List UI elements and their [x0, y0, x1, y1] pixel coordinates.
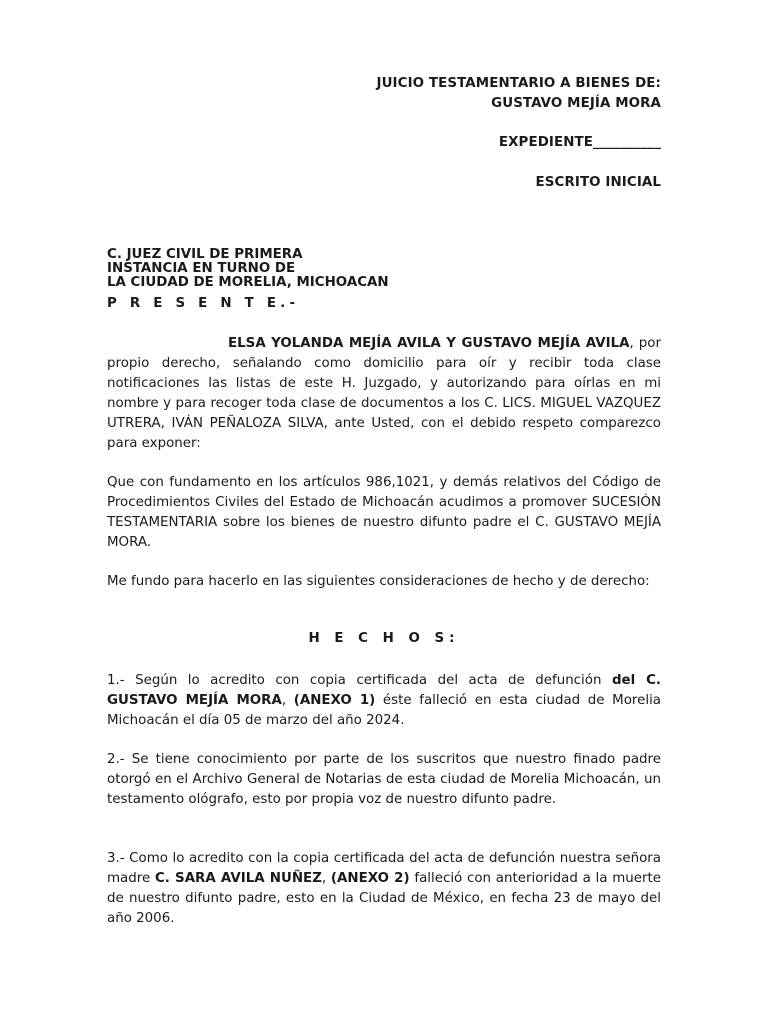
hecho-1-text: 1.- Según lo acredito con copia certificada del acta de defunción: [107, 673, 612, 688]
addressee-line1: C. JUEZ CIVIL DE PRIMERA: [107, 247, 303, 262]
paragraph-legal-basis: Que con fundamento en los artículos 986,1021, y demás relativos del Código de Procedimientos Civiles del Estado de Michoacán acudimos a promover SUCESIÓN TESTAMENTARIA sobre los bienes de nuestro difunto padre el C. GUSTAVO MEJÍA MORA.: [107, 475, 661, 550]
case-title: [377, 74, 662, 114]
presente: P R E S E N T E.-: [107, 296, 300, 311]
hechos-heading: H E C H O S:: [308, 631, 460, 646]
case-title-line2: GUSTAVO MEJÍA MORA: [491, 96, 661, 111]
paragraph-appearance: [107, 334, 661, 454]
hecho-3-sep: ,: [321, 871, 331, 886]
hecho-3-text: 3.- Como lo acredito con la copia certificada del acta de defunción nuestra señora madre: [107, 851, 661, 886]
hecho-1: [107, 671, 661, 731]
hecho-3-annex: (ANEXO 2): [330, 871, 410, 886]
escrito-inicial: ESCRITO INICIAL: [535, 175, 661, 190]
petitioner-names: ELSA YOLANDA MEJÍA AVILA Y GUSTAVO MEJÍA AVILA: [228, 336, 630, 351]
paragraph-considerations: Me fundo para hacerlo en las siguientes consideraciones de hecho y de derecho:: [107, 574, 650, 589]
hecho-1-rest: éste falleció en esta ciudad de Morelia Michoacán el día 05 de marzo del año 2024.: [107, 693, 662, 728]
hecho-3-rest: falleció con anterioridad a la muerte de nuestro difunto padre, esto en la Ciudad de México, en fecha 23 de mayo del año 2006.: [107, 871, 661, 926]
hecho-3-mother: C. SARA AVILA NUÑEZ: [154, 871, 322, 886]
hecho-1-annex: (ANEXO 1): [293, 693, 376, 708]
addressee-block: [107, 248, 389, 290]
hecho-1-sep: ,: [281, 693, 294, 708]
expediente-line: EXPEDIENTE__________: [498, 135, 661, 150]
paragraph-appearance-text: , por propio derecho, señalando como domicilio para oír y recibir toda clase notificaciones las listas de este H. Juzgado, y autorizando para oírlas en mi nombre y para recoger toda clase de documentos a los C. LICS. MIGUEL VAZQUEZ UTRERA, IVÁN PEÑALOZA SILVA, ante Usted, con el debido respeto comparezco para exponer:: [107, 336, 661, 451]
hecho-1-deceased: del C. GUSTAVO MEJÍA MORA: [107, 673, 661, 708]
addressee-line2: INSTANCIA EN TURNO DE: [107, 261, 296, 276]
case-title-line1: JUICIO TESTAMENTARIO A BIENES DE:: [376, 76, 661, 91]
hecho-3: [107, 849, 661, 929]
hecho-2: 2.- Se tiene conocimiento por parte de los suscritos que nuestro finado padre otorgó en el Archivo General de Notarias de esta ciudad de Morelia Michoacán, un testamento ológrafo, esto por propia voz de nuestro difunto padre.: [107, 752, 661, 807]
addressee-line3: LA CIUDAD DE MORELIA, MICHOACAN: [107, 275, 389, 290]
